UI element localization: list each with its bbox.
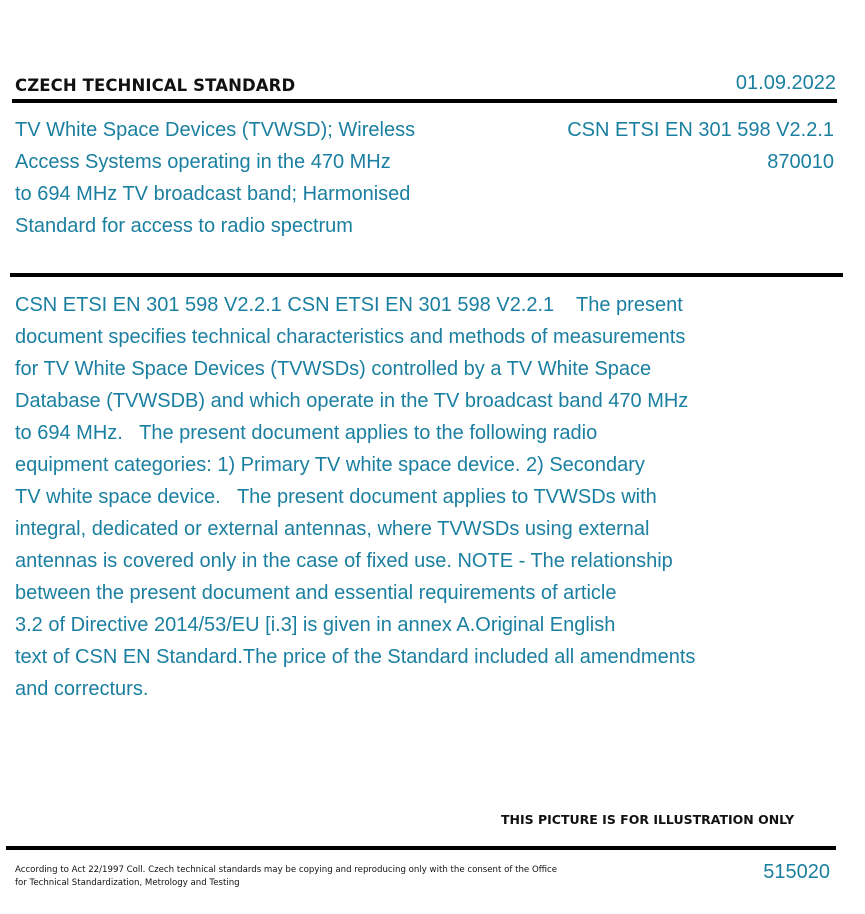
standard-identifier xyxy=(567,114,834,178)
header-divider xyxy=(12,99,837,103)
publication-date: 01.09.2022 xyxy=(735,72,836,94)
copyright-notice xyxy=(15,864,615,889)
description-line: Database (TVWSDB) and which operate in the TV broadcast band 470 MHz xyxy=(15,390,689,412)
document-category-label: CZECH TECHNICAL STANDARD xyxy=(15,76,296,95)
title-divider xyxy=(10,273,843,277)
copyright-line: for Technical Standardization, Metrology and Testing xyxy=(15,877,240,888)
classification-code: 870010 xyxy=(767,151,834,173)
description-line: document specifies technical characteristics and methods of measurements xyxy=(15,326,686,348)
description-line: TV white space device. The present document applies to TVWSDs with xyxy=(15,486,657,508)
description-line: integral, dedicated or external antennas, where TVWSDs using external xyxy=(15,518,650,540)
standard-designation: CSN ETSI EN 301 598 V2.2.1 xyxy=(567,119,834,141)
title-line: TV White Space Devices (TVWSD); Wireless xyxy=(15,119,416,141)
standard-title xyxy=(15,114,475,242)
title-line: Standard for access to radio spectrum xyxy=(15,215,353,237)
description-line: between the present document and essential requirements of article xyxy=(15,582,617,604)
description-line: 3.2 of Directive 2014/53/EU [i.3] is given in annex A.Original English xyxy=(15,614,616,636)
illustration-disclaimer: THIS PICTURE IS FOR ILLUSTRATION ONLY xyxy=(501,812,795,827)
description-line: equipment categories: 1) Primary TV white space device. 2) Secondary xyxy=(15,454,645,476)
description-line: for TV White Space Devices (TVWSDs) controlled by a TV White Space xyxy=(15,358,652,380)
title-line: to 694 MHz TV broadcast band; Harmonised xyxy=(15,183,411,205)
description-line: text of CSN EN Standard.The price of the Standard included all amendments xyxy=(15,646,696,668)
description-line: antennas is covered only in the case of fixed use. NOTE - The relationship xyxy=(15,550,673,572)
description-line: and correcturs. xyxy=(15,678,149,700)
standard-description xyxy=(15,289,775,705)
description-line: CSN ETSI EN 301 598 V2.2.1 CSN ETSI EN 301 598 V2.2.1 The present xyxy=(15,294,683,316)
description-line: to 694 MHz. The present document applies to the following radio xyxy=(15,422,598,444)
footer-divider xyxy=(6,846,836,850)
copyright-line: According to Act 22/1997 Coll. Czech technical standards may be copying and reproducing only with the consent of the Office xyxy=(15,865,558,875)
title-line: Access Systems operating in the 470 MHz xyxy=(15,151,391,173)
catalog-number: 515020 xyxy=(763,861,830,883)
